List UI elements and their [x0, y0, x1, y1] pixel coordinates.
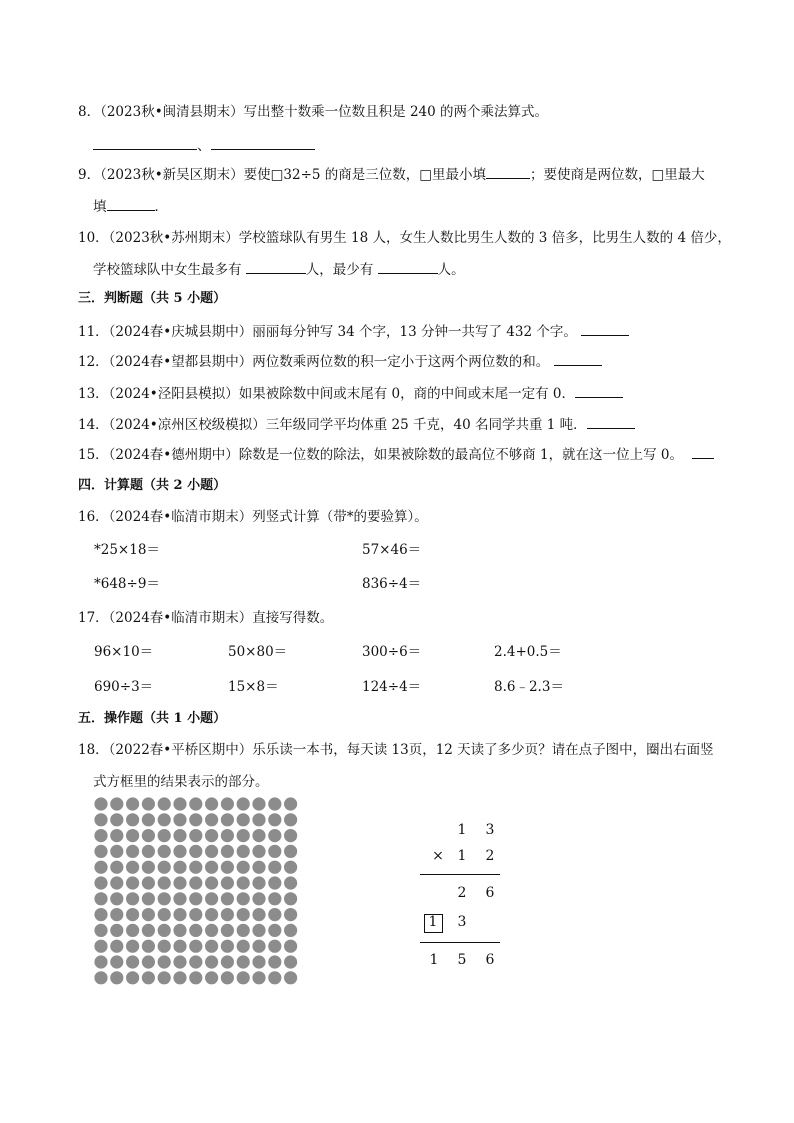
question-9-text-4: ． [154, 199, 168, 215]
calc-rule [420, 942, 500, 943]
calc-item: 8.6﹣2.3＝ [494, 679, 564, 695]
dot[interactable] [126, 940, 139, 953]
digit: 1 [429, 952, 439, 968]
dot[interactable] [252, 861, 265, 874]
answer-blank[interactable] [692, 444, 714, 459]
dot[interactable] [221, 797, 234, 810]
dot[interactable] [284, 876, 297, 889]
dot[interactable] [94, 861, 107, 874]
question-14-text: 14．（2024•凉州区校级模拟）三年级同学平均体重 25 千克，40 名同学共重 1 吨． [78, 417, 587, 433]
dot[interactable] [126, 861, 139, 874]
question-11-text: 11．（2024春•庆城县期中）丽丽每分钟写 34 个字，13 分钟一共写了 432 个字。 [78, 324, 577, 340]
dot[interactable] [205, 955, 218, 968]
dot[interactable] [158, 940, 171, 953]
answer-blank[interactable] [554, 351, 602, 366]
separator: 、 [197, 138, 211, 154]
dot[interactable] [268, 924, 281, 937]
dot[interactable] [189, 955, 202, 968]
dot[interactable] [237, 861, 250, 874]
dot[interactable] [158, 924, 171, 937]
dot[interactable] [94, 845, 107, 858]
dot[interactable] [110, 908, 123, 921]
dot[interactable] [126, 829, 139, 842]
dot[interactable] [173, 908, 186, 921]
dot[interactable] [284, 892, 297, 905]
dot[interactable] [142, 813, 155, 826]
answer-blank[interactable] [93, 135, 197, 150]
dot[interactable] [94, 955, 107, 968]
question-18: 18．（2022春•平桥区期中）乐乐读一本书，每天读 13页，12 天读了多少页？请在点子图中，圈出右面竖 [78, 742, 714, 758]
dot[interactable] [252, 940, 265, 953]
digit: 6 [485, 952, 495, 968]
dot[interactable] [142, 924, 155, 937]
question-15-text: 15．（2024春•德州期中）除数是一位数的除法，如果被除数的最高位不够商 1，就在这一位上写 0。 [78, 447, 684, 463]
dot[interactable] [158, 876, 171, 889]
dot[interactable] [94, 829, 107, 842]
dot[interactable] [268, 908, 281, 921]
dot[interactable] [173, 813, 186, 826]
dot[interactable] [284, 955, 297, 968]
question-10-line2 [93, 259, 465, 280]
dot[interactable] [110, 876, 123, 889]
dot[interactable] [126, 876, 139, 889]
dot[interactable] [284, 813, 297, 826]
calc-rule [420, 874, 500, 875]
dot[interactable] [284, 924, 297, 937]
dot[interactable] [173, 797, 186, 810]
dot[interactable] [237, 940, 250, 953]
dot[interactable] [94, 813, 107, 826]
question-12-text: 12．（2024春•望都县期中）两位数乘两位数的积一定小于这两个两位数的和。 [78, 354, 550, 370]
dot[interactable] [142, 892, 155, 905]
dot[interactable] [142, 829, 155, 842]
dot[interactable] [205, 908, 218, 921]
dot[interactable] [126, 813, 139, 826]
dot[interactable] [142, 797, 155, 810]
question-14 [78, 414, 635, 435]
dot[interactable] [205, 813, 218, 826]
question-9-text-2: ；要使商是两位数，□里最大 [530, 167, 705, 183]
question-9-text-3: 填 [93, 199, 107, 215]
question-9-line2 [93, 196, 168, 217]
dot[interactable] [237, 908, 250, 921]
dot[interactable] [268, 861, 281, 874]
dot[interactable] [173, 971, 186, 984]
calc-item: 96×10＝ [94, 644, 154, 660]
calc-item: 300÷6＝ [362, 644, 422, 660]
answer-blank[interactable] [211, 135, 315, 150]
dot[interactable] [126, 892, 139, 905]
digit: 2 [485, 848, 495, 864]
dot[interactable] [284, 861, 297, 874]
dot[interactable] [268, 829, 281, 842]
dot[interactable] [94, 924, 107, 937]
question-10-text-2: 人，最少有 [305, 262, 374, 278]
calc-item: *648÷9＝ [94, 576, 160, 592]
dot[interactable] [126, 908, 139, 921]
dot[interactable] [110, 845, 123, 858]
dot[interactable] [189, 876, 202, 889]
dot[interactable] [237, 971, 250, 984]
dot[interactable] [110, 829, 123, 842]
dot[interactable] [268, 892, 281, 905]
times-sign: × [432, 848, 444, 864]
section-4-heading: 四．计算题（共 2 小题） [78, 478, 227, 493]
dot[interactable] [205, 876, 218, 889]
dot[interactable] [189, 908, 202, 921]
dot[interactable] [284, 940, 297, 953]
dot[interactable] [221, 908, 234, 921]
dot[interactable] [110, 924, 123, 937]
dot[interactable] [284, 829, 297, 842]
dot[interactable] [126, 971, 139, 984]
calc-item: 836÷4＝ [362, 576, 422, 592]
digit: 3 [485, 822, 495, 838]
question-13-text: 13．（2024•泾阳县模拟）如果被除数中间或末尾有 0，商的中间或末尾一定有 0． [78, 386, 576, 402]
dot[interactable] [221, 813, 234, 826]
answer-blank[interactable] [581, 321, 629, 336]
question-10-text-3: 人。 [437, 262, 465, 278]
dot[interactable] [173, 940, 186, 953]
dot[interactable] [189, 971, 202, 984]
boxed-digit: 1 [428, 914, 438, 930]
dot[interactable] [189, 829, 202, 842]
dot[interactable] [268, 971, 281, 984]
question-9-text: 9．（2023秋•新吴区期末）要使□32÷5 的商是三位数，□里最小填 [78, 167, 487, 183]
dot[interactable] [237, 876, 250, 889]
dot[interactable] [158, 955, 171, 968]
dot[interactable] [158, 797, 171, 810]
dot[interactable] [237, 892, 250, 905]
dot[interactable] [189, 797, 202, 810]
question-11 [78, 321, 629, 342]
question-18-line2: 式方框里的结果表示的部分。 [93, 774, 269, 790]
dot[interactable] [284, 845, 297, 858]
dot[interactable] [237, 813, 250, 826]
vertical-multiplication [420, 818, 502, 978]
dot[interactable] [205, 892, 218, 905]
question-9 [78, 164, 705, 185]
digit: 5 [457, 952, 467, 968]
answer-blank[interactable] [575, 383, 623, 398]
dot[interactable] [158, 892, 171, 905]
dot[interactable] [110, 971, 123, 984]
dot[interactable] [205, 797, 218, 810]
dot[interactable] [237, 924, 250, 937]
dot[interactable] [221, 861, 234, 874]
dot[interactable] [252, 971, 265, 984]
dot[interactable] [94, 876, 107, 889]
dot[interactable] [252, 892, 265, 905]
dot[interactable] [189, 940, 202, 953]
dot[interactable] [284, 971, 297, 984]
dot[interactable] [268, 797, 281, 810]
digit: 6 [485, 885, 495, 901]
section-3-heading: 三．判断题（共 5 小题） [78, 291, 227, 306]
dot[interactable] [110, 940, 123, 953]
dot[interactable] [252, 876, 265, 889]
dot[interactable] [94, 797, 107, 810]
question-15 [78, 444, 714, 465]
dot[interactable] [189, 924, 202, 937]
digit: 1 [457, 822, 467, 838]
calc-item: 2.4+0.5＝ [494, 644, 562, 660]
digit: 3 [457, 914, 467, 930]
calc-item: 57×46＝ [362, 542, 422, 558]
question-8: 8．（2023秋•闽清县期末）写出整十数乘一位数且积是 240 的两个乘法算式。 [78, 104, 549, 120]
question-12 [78, 351, 602, 372]
dot[interactable] [173, 924, 186, 937]
dot[interactable] [205, 861, 218, 874]
calc-item: *25×18＝ [94, 542, 160, 558]
dot[interactable] [142, 876, 155, 889]
answer-blank[interactable] [246, 259, 306, 274]
dot[interactable] [268, 940, 281, 953]
dot[interactable] [110, 955, 123, 968]
dot[interactable] [126, 845, 139, 858]
dot[interactable] [142, 908, 155, 921]
dot[interactable] [142, 971, 155, 984]
dot[interactable] [110, 892, 123, 905]
dot[interactable] [126, 955, 139, 968]
dot[interactable] [252, 924, 265, 937]
dot[interactable] [221, 876, 234, 889]
dot[interactable] [173, 876, 186, 889]
dot[interactable] [221, 955, 234, 968]
dot[interactable] [94, 940, 107, 953]
dot[interactable] [221, 845, 234, 858]
calc-item: 124÷4＝ [362, 679, 422, 695]
question-8-answers [93, 135, 315, 156]
dot[interactable] [142, 940, 155, 953]
dot[interactable] [268, 955, 281, 968]
dot[interactable] [173, 892, 186, 905]
dot[interactable] [189, 813, 202, 826]
dot[interactable] [268, 876, 281, 889]
answer-blank[interactable] [486, 164, 530, 179]
dot[interactable] [142, 845, 155, 858]
dot[interactable] [126, 924, 139, 937]
dot[interactable] [205, 829, 218, 842]
dot[interactable] [189, 892, 202, 905]
dot[interactable] [221, 940, 234, 953]
dot[interactable] [158, 829, 171, 842]
dot[interactable] [189, 845, 202, 858]
dot[interactable] [158, 813, 171, 826]
dot[interactable] [284, 908, 297, 921]
dot[interactable] [126, 797, 139, 810]
digit: 1 [457, 848, 467, 864]
dot[interactable] [110, 797, 123, 810]
dot[interactable] [252, 829, 265, 842]
calc-item: 690÷3＝ [94, 679, 154, 695]
question-10-text: 学校篮球队中女生最多有 [93, 262, 242, 278]
dot[interactable] [158, 908, 171, 921]
dot[interactable] [205, 940, 218, 953]
dot[interactable] [173, 845, 186, 858]
dot-grid[interactable] [94, 797, 304, 1007]
dot[interactable] [268, 813, 281, 826]
answer-blank[interactable] [107, 196, 155, 211]
dot[interactable] [252, 955, 265, 968]
dot[interactable] [221, 971, 234, 984]
dot[interactable] [110, 861, 123, 874]
answer-blank[interactable] [587, 414, 635, 429]
question-16: 16．（2024春•临清市期末）列竖式计算（带*的要验算）。 [78, 509, 428, 525]
dot[interactable] [284, 797, 297, 810]
dot[interactable] [158, 861, 171, 874]
dot[interactable] [158, 845, 171, 858]
dot[interactable] [110, 813, 123, 826]
question-13 [78, 383, 623, 404]
calc-item: 15×8＝ [228, 679, 279, 695]
dot[interactable] [252, 813, 265, 826]
dot[interactable] [252, 908, 265, 921]
dot[interactable] [173, 955, 186, 968]
dot[interactable] [268, 845, 281, 858]
dot[interactable] [237, 845, 250, 858]
dot[interactable] [205, 845, 218, 858]
dot[interactable] [237, 955, 250, 968]
dot[interactable] [237, 797, 250, 810]
dot[interactable] [252, 797, 265, 810]
dot[interactable] [221, 924, 234, 937]
dot[interactable] [94, 892, 107, 905]
dot[interactable] [205, 971, 218, 984]
dot[interactable] [205, 924, 218, 937]
dot[interactable] [237, 829, 250, 842]
dot[interactable] [94, 908, 107, 921]
dot[interactable] [221, 829, 234, 842]
dot[interactable] [189, 861, 202, 874]
question-17: 17．（2024春•临清市期末）直接写得数。 [78, 610, 334, 626]
dot[interactable] [221, 892, 234, 905]
dot[interactable] [142, 861, 155, 874]
section-5-heading: 五．操作题（共 1 小题） [78, 711, 227, 726]
answer-blank[interactable] [378, 259, 438, 274]
dot[interactable] [252, 845, 265, 858]
calc-item: 50×80＝ [228, 644, 288, 660]
dot[interactable] [158, 971, 171, 984]
dot[interactable] [142, 955, 155, 968]
question-10: 10．（2023秋•苏州期末）学校篮球队有男生 18 人，女生人数比男生人数的 3 倍多，比男生人数的 4 倍少， [78, 230, 731, 246]
dot[interactable] [94, 971, 107, 984]
dot[interactable] [173, 829, 186, 842]
dot[interactable] [173, 861, 186, 874]
digit: 2 [457, 885, 467, 901]
